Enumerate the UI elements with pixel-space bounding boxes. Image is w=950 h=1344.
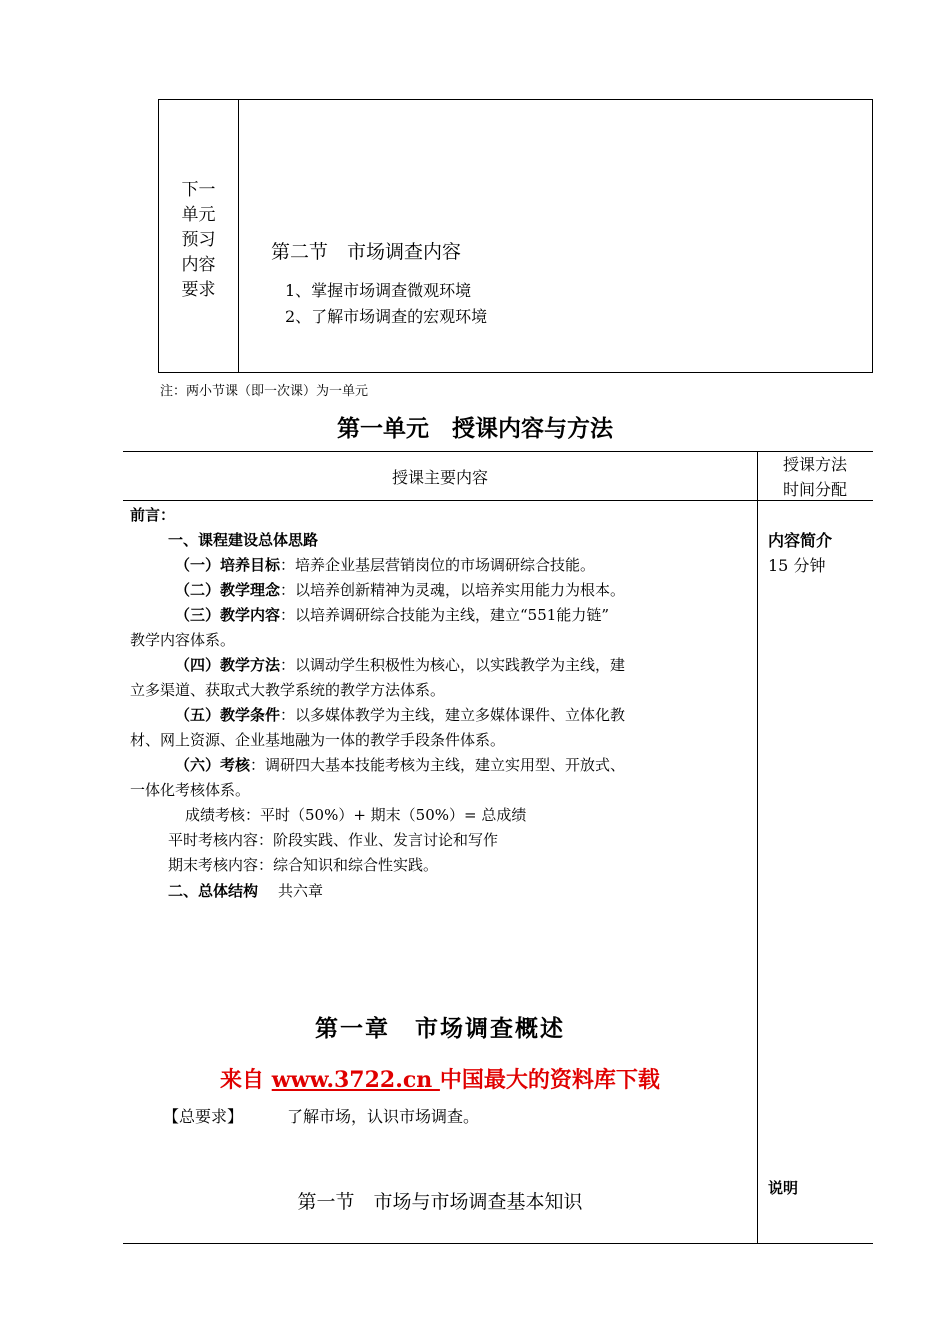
next-unit-label-line: 预习	[181, 230, 216, 250]
table-header-content: 授课主要内容	[391, 468, 488, 487]
next-unit-label-line: 内容	[181, 255, 216, 275]
next-unit-divider	[238, 100, 239, 372]
preface-heading: 前言：	[130, 506, 176, 524]
usual-assessment-line: 平时考核内容：阶段实践、作业、发言讨论和写作	[168, 831, 499, 849]
chapter-title: 第一章 市场调查概述	[315, 1015, 565, 1042]
section-title: 第一节 市场与市场调查基本知识	[297, 1191, 583, 1213]
side-intro	[768, 528, 832, 578]
header-method-line: 时间分配	[782, 480, 847, 499]
next-unit-box	[158, 99, 873, 373]
paragraph-3-cont: 教学内容体系。	[130, 631, 236, 649]
paragraph-label: （六）考核	[175, 756, 251, 774]
grade-line: 成绩考核：平时（50%）+ 期末（50%）= 总成绩	[185, 806, 527, 824]
paragraph-3	[175, 603, 609, 628]
paragraph-2	[175, 578, 625, 603]
paragraph-text: ：以培养调研综合技能为主线，建立“551能力链”	[280, 606, 609, 624]
requirement-line	[163, 1104, 479, 1127]
side-intro-label: 内容简介	[768, 531, 833, 550]
paragraph-text: ：调研四大基本技能考核为主线，建立实用型、开放式、	[250, 756, 626, 774]
side-note-label: 说明	[768, 1179, 799, 1197]
requirement-text: 了解市场，认识市场调查。	[287, 1107, 480, 1126]
unit-note: 注：两小节课（即一次课）为一单元	[160, 384, 369, 399]
heading-2	[168, 879, 323, 904]
paragraph-label: （五）教学条件	[175, 706, 281, 724]
promo-line	[123, 1063, 757, 1094]
next-unit-label-line: 单元	[181, 205, 216, 225]
heading-2-label: 二、总体结构	[168, 882, 259, 900]
next-unit-section-title: 第二节 市场调查内容	[271, 241, 462, 263]
paragraph-label: （一）培养目标	[175, 556, 281, 574]
next-unit-label-line: 要求	[181, 280, 216, 300]
header-method-line: 授课方法	[782, 455, 847, 474]
requirement-label: 【总要求】	[163, 1107, 244, 1126]
side-intro-time: 15 分钟	[768, 556, 826, 575]
next-unit-label	[159, 178, 238, 303]
paragraph-6	[175, 753, 625, 778]
unit-title: 第一单元 授课内容与方法	[337, 416, 613, 442]
final-assessment-line: 期末考核内容：综合知识和综合性实践。	[168, 856, 439, 874]
paragraph-5-cont: 材、网上资源、企业基地融为一体的教学手段条件体系。	[130, 731, 506, 749]
promo-link[interactable]: www.3722.cn	[271, 1067, 440, 1093]
table-column-divider	[757, 451, 758, 1244]
paragraph-5	[175, 703, 625, 728]
paragraph-label: （四）教学方法	[175, 656, 281, 674]
paragraph-4-cont: 立多渠道、获取式大教学系统的教学方法体系。	[130, 681, 446, 699]
paragraph-text: ：以调动学生积极性为核心，以实践教学为主线，建	[280, 656, 626, 674]
table-bottom-border	[123, 1243, 873, 1244]
next-unit-item: 1、掌握市场调查微观环境	[285, 281, 472, 300]
paragraph-text: ：以多媒体教学为主线，建立多媒体课件、立体化教	[280, 706, 626, 724]
promo-prefix: 来自	[220, 1068, 272, 1093]
paragraph-4	[175, 653, 625, 678]
paragraph-1	[175, 553, 595, 578]
paragraph-label: （三）教学内容	[175, 606, 281, 624]
next-unit-label-line: 下一	[181, 180, 216, 200]
next-unit-item: 2、了解市场调查的宏观环境	[285, 307, 488, 326]
heading-1: 一、课程建设总体思路	[168, 531, 319, 549]
table-header-method	[757, 452, 873, 502]
paragraph-text: ：以培养创新精神为灵魂，以培养实用能力为根本。	[280, 581, 626, 599]
paragraph-6-cont: 一体化考核体系。	[130, 781, 251, 799]
heading-2-text: 共六章	[278, 882, 324, 900]
promo-suffix: 中国最大的资料库下载	[439, 1068, 660, 1093]
paragraph-text: ：培养企业基层营销岗位的市场调研综合技能。	[280, 556, 596, 574]
paragraph-label: （二）教学理念	[175, 581, 281, 599]
